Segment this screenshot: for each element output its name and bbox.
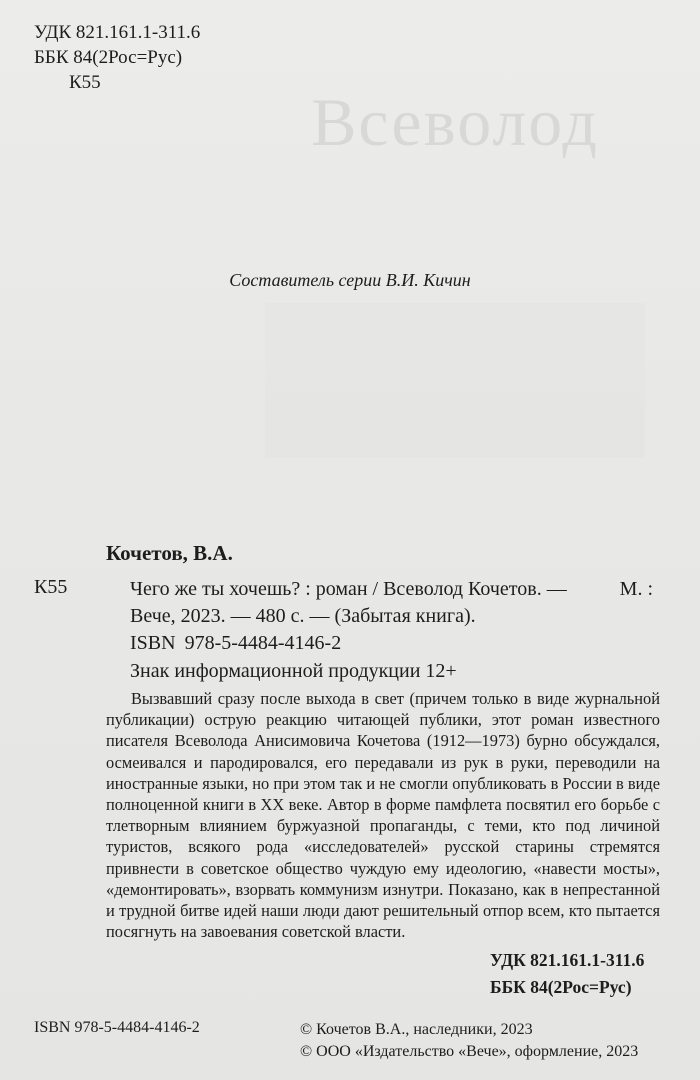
record-author: Кочетов, В.А. xyxy=(106,541,233,565)
bottom-classification-codes xyxy=(490,947,644,1001)
age-rating-mark: Знак информационной продукции 12+ xyxy=(130,660,457,682)
record-title: Чего же ты хочешь? : роман / Всеволод Кочетов. — xyxy=(130,578,567,600)
udk-code: УДК 821.161.1-311.6 xyxy=(34,22,201,43)
watermark-image-shadow xyxy=(265,303,645,458)
author-sign: К55 xyxy=(69,72,101,93)
bibliographic-record xyxy=(130,576,653,657)
top-classification-codes xyxy=(34,20,200,95)
copyright-block xyxy=(300,1019,638,1063)
copyright-author: © Кочетов В.А., наследники, 2023 xyxy=(300,1021,533,1038)
bleed-through-watermark xyxy=(245,84,665,548)
record-publisher: Вече, 2023. — 480 с. — (Забытая книга). xyxy=(130,605,476,627)
bottom-bbk-code: ББК 84(2Рос=Рус) xyxy=(490,977,632,997)
bottom-udk-code: УДК 821.161.1-311.6 xyxy=(490,950,645,970)
record-city: М. : xyxy=(619,578,653,600)
watermark-title: Всеволод xyxy=(311,84,599,160)
footer-isbn: ISBN 978-5-4484-4146-2 xyxy=(34,1019,200,1036)
copyright-publisher: © ООО «Издательство «Вече», оформление, 2023 xyxy=(300,1043,639,1060)
bbk-code: ББК 84(2Рос=Рус) xyxy=(34,47,183,68)
annotation: Вызвавший сразу после выхода в свет (причем только в виде журнальной публикации) острую реакцию читающей публики, этот роман известного писателя Всеволода Анисимовича Кочетова (1912—1973) бурно обсуждался, осмеивался и пародировался, его передавали из рук в руки, переводили на иностранные языки, но при этом так и не смогли опубликовать в России в виде полноценной книги в XX веке. Автор в форме памфлета посвятил его борьбе с тлетворным влиянием буржуазной пропаганды, с теми, кто под личиной туристов, всякого рода «исследователей» русской старины стремятся привнести в советское общество чуждую ему идеологию, «навести мосты», «демонтировать», взорвать коммунизм изнутри. Показано, как в непрестанной и трудной битве идей наши люди дают решительный отпор всем, кто пытается посягнуть на завоевания советской власти. xyxy=(106,689,660,942)
record-sign: К55 xyxy=(34,576,68,598)
series-compiler: Составитель серии В.И. Кичин xyxy=(229,270,471,290)
record-isbn: ISBN 978-5-4484-4146-2 xyxy=(130,632,342,654)
record-title-line xyxy=(130,576,653,603)
